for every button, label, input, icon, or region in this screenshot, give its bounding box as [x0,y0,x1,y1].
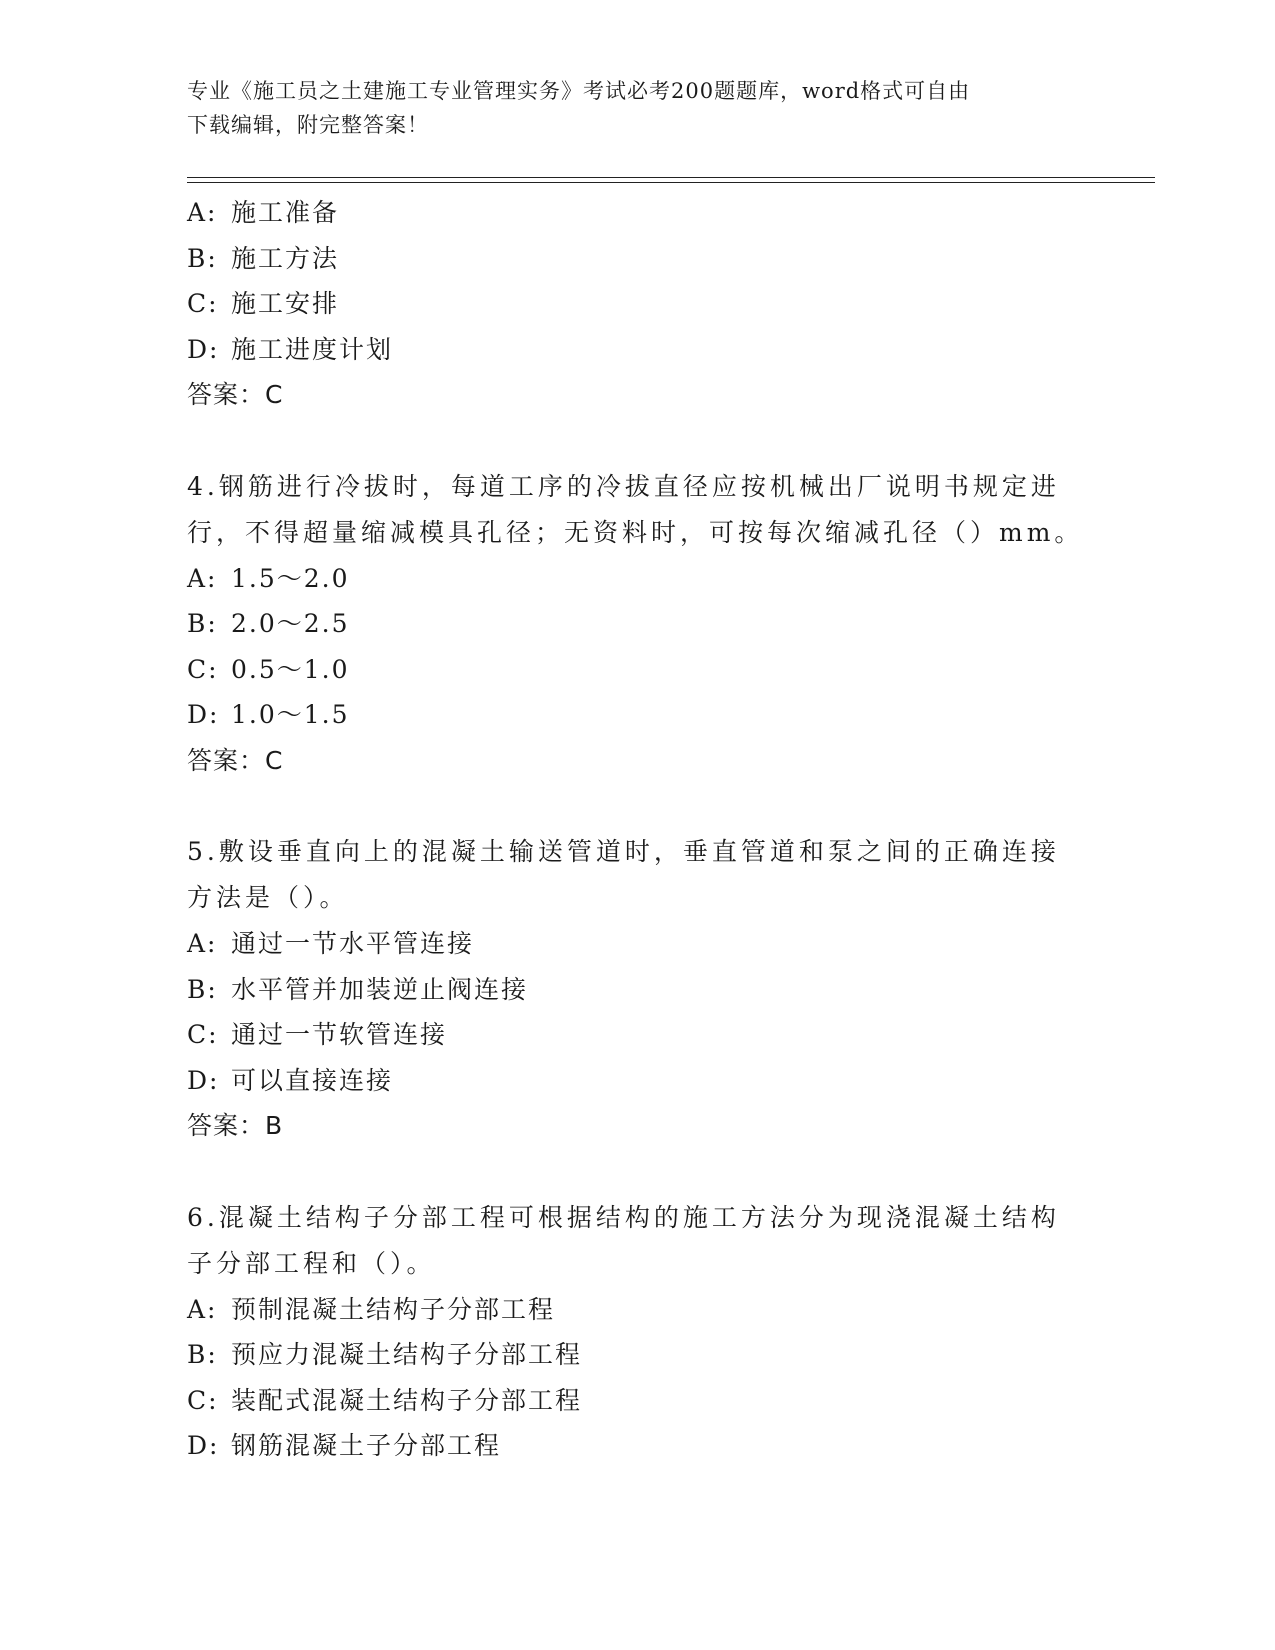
option-d: D: 1.0～1.5 [187,700,350,729]
question-list [187,190,1084,1469]
question-3 [187,190,1067,418]
question-text: 6.混凝土结构子分部工程可根据结构的施工方法分为现浇混凝土结构 子分部工程和（）。 [187,1202,1060,1278]
option-b: B: 水平管并加装逆止阀连接 [187,974,529,1004]
option-a: A: 通过一节水平管连接 [187,929,475,958]
answer: 答案：C [187,745,284,775]
option-d: D: 可以直接连接 [187,1065,394,1095]
option-d: D: 施工进度计划 [187,334,394,364]
question-4 [187,464,1084,784]
option-c: C: 装配式混凝土结构子分部工程 [187,1385,583,1415]
option-b: B: 施工方法 [187,243,340,273]
header-line-2: 下载编辑，附完整答案！ [187,113,429,137]
option-a: A: 施工准备 [187,198,340,227]
option-a: A: 1.5～2.0 [187,563,350,593]
option-c: C: 0.5～1.0 [187,654,350,684]
answer: 答案：C [187,380,284,409]
question-text: 4.钢筋进行冷拔时，每道工序的冷拔直径应按机械出厂说明书规定进 行，不得超量缩减模具孔径；无资料时，可按每次缩减孔径（）mm。 [187,471,1084,547]
header-line-1: 专业《施工员之土建施工专业管理实务》考试必考200题题库，word格式可自由 [187,79,971,103]
option-b: B: 2.0～2.5 [187,609,350,638]
option-c: C: 施工安排 [187,289,340,318]
question-5 [187,829,1067,1149]
option-d: D: 钢筋混凝土子分部工程 [187,1431,502,1460]
question-text: 5.敷设垂直向上的混凝土输送管道时，垂直管道和泵之间的正确连接 方法是（）。 [187,837,1060,912]
header-divider-bottom [187,182,1155,183]
option-b: B: 预应力混凝土结构子分部工程 [187,1340,583,1369]
question-6 [187,1195,1067,1469]
document-header [187,74,1067,142]
answer: 答案：B [187,1111,284,1140]
header-divider-top [187,177,1155,178]
option-a: A: 预制混凝土结构子分部工程 [187,1294,556,1324]
option-c: C: 通过一节软管连接 [187,1020,448,1049]
